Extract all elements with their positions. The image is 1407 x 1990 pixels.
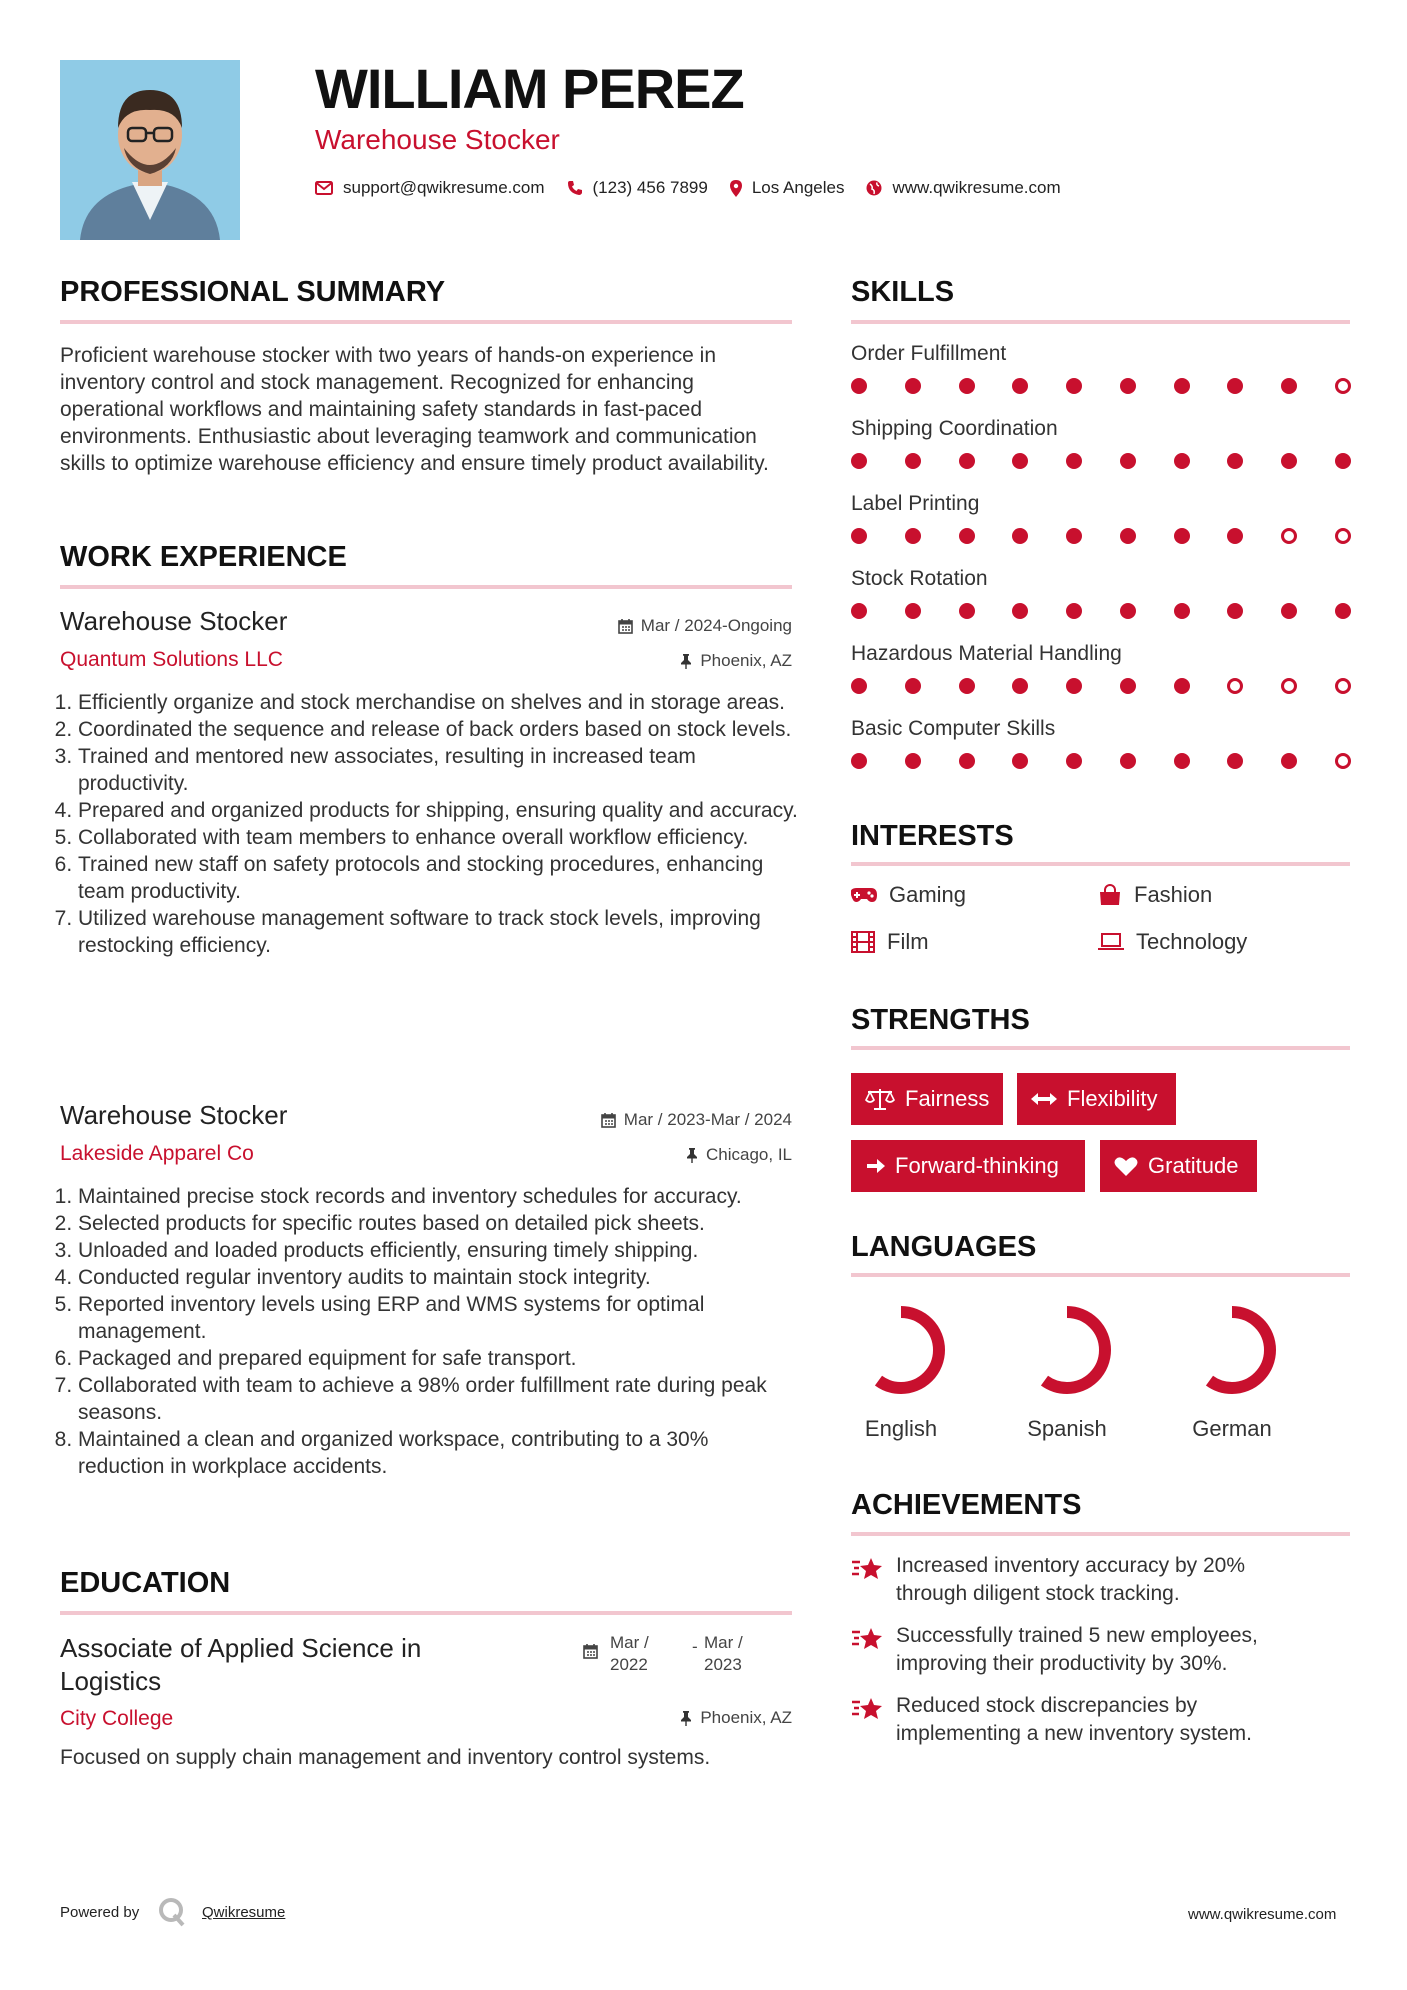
rating-dot-filled [905, 528, 921, 544]
achievement-text: Successfully trained 5 new employees, improving their productivity by 30%. [896, 1624, 1258, 1675]
edu-description: Focused on supply chain management and inventory control systems. [60, 1746, 711, 1769]
list-item: 7. Collaborated with team to achieve a 98% order fulfillment rate during peak seasons. [78, 1372, 800, 1426]
achievement-item [851, 1552, 1321, 1608]
rating-dot-filled [1174, 528, 1190, 544]
rating-dot-filled [1066, 528, 1082, 544]
language-item [1172, 1300, 1292, 1442]
skill-rating [851, 528, 1351, 544]
strength-tag [1100, 1140, 1257, 1192]
job-location-text: Phoenix, AZ [700, 651, 792, 670]
rating-dot-filled [1012, 678, 1028, 694]
rating-dot-empty [1335, 528, 1351, 544]
rating-dot-filled [1281, 603, 1297, 619]
date-separator: - [692, 1637, 698, 1656]
skill-label: Stock Rotation [851, 567, 988, 590]
edu-start-date: Mar / 2022 [610, 1633, 649, 1674]
rating-dot-filled [959, 753, 975, 769]
list-item: 5. Reported inventory levels using ERP and WMS systems for optimal management. [78, 1291, 800, 1345]
rating-dot-filled [1227, 378, 1243, 394]
strength-label: Flexibility [1067, 1086, 1158, 1111]
rating-dot-filled [1066, 378, 1082, 394]
experience-heading: WORK EXPERIENCE [60, 541, 347, 573]
rating-dot-filled [959, 528, 975, 544]
rating-dot-filled [1120, 678, 1136, 694]
list-item: 5. Collaborated with team members to enhance overall workflow efficiency. [78, 824, 800, 851]
interest-label: Film [887, 929, 929, 954]
phone-icon [567, 180, 583, 196]
strength-tag [1017, 1073, 1176, 1125]
skill-label: Order Fulfillment [851, 342, 1007, 365]
shopping-bag-icon [1098, 884, 1122, 906]
envelope-icon [315, 181, 333, 195]
education-heading: EDUCATION [60, 1567, 231, 1599]
section-divider [851, 320, 1350, 324]
language-label: English [864, 1416, 938, 1441]
skills-list [851, 342, 1351, 792]
interest-item [851, 929, 929, 955]
list-item: 2. Coordinated the sequence and release of back orders based on stock levels. [78, 716, 800, 743]
job-company: Lakeside Apparel Co [60, 1142, 254, 1165]
brand-link[interactable]: Qwikresume [202, 1904, 286, 1921]
rating-dot-filled [1012, 753, 1028, 769]
film-icon [851, 931, 875, 953]
section-divider [60, 1611, 792, 1615]
rating-dot-filled [1066, 453, 1082, 469]
pushpin-icon [680, 1710, 692, 1726]
section-divider [851, 1046, 1350, 1050]
job-location [560, 1145, 792, 1165]
rating-dot-filled [1227, 453, 1243, 469]
rating-dot-filled [905, 453, 921, 469]
calendar-icon [618, 618, 633, 634]
rating-dot-filled [905, 678, 921, 694]
skill-rating [851, 378, 1351, 394]
rating-dot-empty [1335, 753, 1351, 769]
skill-rating [851, 603, 1351, 619]
rating-dot-filled [851, 678, 867, 694]
candidate-name: WILLIAM PEREZ [315, 57, 744, 120]
language-gauge [851, 1300, 951, 1400]
rating-dot-filled [1227, 603, 1243, 619]
degree-title: Associate of Applied Science in Logistics [60, 1633, 422, 1696]
rating-dot-empty [1281, 678, 1297, 694]
rating-dot-filled [905, 378, 921, 394]
strength-label: Gratitude [1148, 1153, 1239, 1178]
list-item: 4. Prepared and organized products for shipping, ensuring quality and accuracy. [78, 797, 800, 824]
job-bullets [60, 689, 800, 959]
powered-by-label: Powered by [60, 1904, 140, 1921]
rating-dot-filled [1227, 753, 1243, 769]
interest-item [1098, 882, 1212, 908]
rating-dot-filled [1066, 603, 1082, 619]
languages-heading: LANGUAGES [851, 1231, 1037, 1263]
section-divider [851, 1273, 1350, 1277]
strength-tag [851, 1140, 1085, 1192]
rating-dot-filled [1120, 528, 1136, 544]
rating-dot-filled [905, 753, 921, 769]
edu-end-date: Mar / 2023 [704, 1633, 743, 1674]
achievements-heading: ACHIEVEMENTS [851, 1489, 1082, 1521]
job-dates-text: Mar / 2024-Ongoing [640, 616, 792, 635]
skill-row [851, 642, 1351, 717]
skill-label: Hazardous Material Handling [851, 642, 1122, 665]
strength-label: Forward-thinking [895, 1153, 1059, 1178]
gamepad-icon [851, 887, 877, 903]
list-item: 3. Trained and mentored new associates, resulting in increased team productivity. [78, 743, 800, 797]
contact-website[interactable]: www.qwikresume.com [892, 178, 1061, 197]
job-title: Warehouse Stocker [60, 606, 288, 636]
language-label: Spanish [1027, 1416, 1107, 1441]
skill-rating [851, 678, 1351, 694]
section-divider [851, 1532, 1350, 1536]
job-dates-text: Mar / 2023-Mar / 2024 [623, 1110, 792, 1129]
rating-dot-filled [1174, 753, 1190, 769]
rating-dot-empty [1335, 678, 1351, 694]
language-gauge [1017, 1300, 1117, 1400]
edu-location-text: Phoenix, AZ [700, 1708, 792, 1727]
job-dates [560, 616, 792, 636]
contact-bar [315, 178, 1083, 198]
list-item: 7. Utilized warehouse management software to track stock levels, improving restocking efficiency. [78, 905, 800, 959]
rating-dot-empty [1281, 528, 1297, 544]
job-location [560, 651, 792, 671]
rating-dot-filled [1012, 453, 1028, 469]
rating-dot-filled [1281, 453, 1297, 469]
school-name: City College [60, 1707, 174, 1730]
rating-dot-filled [1120, 753, 1136, 769]
rating-dot-filled [1066, 753, 1082, 769]
job-bullets [60, 1183, 800, 1480]
list-item: 6. Packaged and prepared equipment for safe transport. [78, 1345, 800, 1372]
rating-dot-filled [959, 453, 975, 469]
summary-text: Proficient warehouse stocker with two years of hands-on experience in inventory control and stock management. Recognized for enhancing operational workflows and maintaining safety standards in fast-paced environments. Enthusiastic about leveraging teamwork and communication skills to optimize warehouse efficiency and ensure timely product availability. [60, 344, 769, 475]
skill-row [851, 342, 1351, 417]
strength-label: Fairness [905, 1086, 990, 1111]
achievement-text: Reduced stock discrepancies by implementing a new inventory system. [896, 1694, 1252, 1745]
star-award-icon [851, 1622, 896, 1678]
rating-dot-filled [1281, 378, 1297, 394]
rating-dot-filled [959, 378, 975, 394]
skills-heading: SKILLS [851, 276, 955, 308]
skill-label: Shipping Coordination [851, 417, 1058, 440]
list-item: 3. Unloaded and loaded products efficiently, ensuring timely shipping. [78, 1237, 800, 1264]
language-gauge [1182, 1300, 1282, 1400]
rating-dot-filled [851, 378, 867, 394]
balance-scale-icon [865, 1087, 895, 1111]
interests-heading: INTERESTS [851, 820, 1014, 852]
rating-dot-filled [905, 603, 921, 619]
rating-dot-filled [1174, 603, 1190, 619]
map-pin-icon [730, 180, 742, 197]
profile-photo [60, 60, 240, 240]
contact-location: Los Angeles [751, 178, 845, 197]
rating-dot-filled [959, 678, 975, 694]
strength-tag [851, 1073, 1003, 1125]
rating-dot-filled [851, 453, 867, 469]
language-item [1007, 1300, 1127, 1442]
language-item [841, 1300, 961, 1442]
calendar-icon [583, 1643, 598, 1664]
calendar-icon [601, 1112, 616, 1128]
rating-dot-filled [1335, 453, 1351, 469]
globe-icon [866, 180, 882, 196]
job-title: Warehouse Stocker [60, 1100, 288, 1130]
list-item: 4. Conducted regular inventory audits to maintain stock integrity. [78, 1264, 800, 1291]
skill-label: Basic Computer Skills [851, 717, 1056, 740]
star-award-icon [851, 1552, 896, 1608]
section-divider [60, 585, 792, 589]
job-company: Quantum Solutions LLC [60, 648, 283, 671]
list-item: 1. Efficiently organize and stock merchandise on shelves and in storage areas. [78, 689, 800, 716]
achievement-item [851, 1692, 1321, 1748]
laptop-icon [1098, 933, 1124, 951]
heart-icon [1114, 1156, 1138, 1177]
star-award-icon [851, 1692, 896, 1748]
arrows-horizontal-icon [1031, 1092, 1057, 1106]
section-divider [60, 320, 792, 324]
rating-dot-filled [1281, 753, 1297, 769]
job-location-text: Chicago, IL [706, 1145, 792, 1164]
edu-location [560, 1708, 792, 1728]
list-item: 8. Maintained a clean and organized workspace, contributing to a 30% reduction in workplace accidents. [78, 1426, 800, 1480]
rating-dot-filled [1174, 453, 1190, 469]
section-divider [851, 862, 1350, 866]
list-item: 2. Selected products for specific routes based on detailed pick sheets. [78, 1210, 800, 1237]
skill-row [851, 492, 1351, 567]
rating-dot-filled [1012, 528, 1028, 544]
rating-dot-filled [1174, 678, 1190, 694]
achievement-text: Increased inventory accuracy by 20% through diligent stock tracking. [896, 1554, 1246, 1605]
rating-dot-filled [959, 603, 975, 619]
interest-label: Fashion [1134, 882, 1213, 907]
rating-dot-filled [1120, 453, 1136, 469]
strengths-heading: STRENGTHS [851, 1004, 1030, 1036]
interest-label: Technology [1136, 929, 1248, 954]
rating-dot-empty [1227, 678, 1243, 694]
skill-row [851, 417, 1351, 492]
rating-dot-filled [1120, 603, 1136, 619]
skill-row [851, 717, 1351, 792]
skill-rating [851, 453, 1351, 469]
pushpin-icon [680, 653, 692, 669]
list-item: 1. Maintained precise stock records and inventory schedules for accuracy. [78, 1183, 800, 1210]
pushpin-icon [686, 1147, 698, 1163]
interest-label: Gaming [889, 882, 967, 907]
rating-dot-filled [851, 603, 867, 619]
rating-dot-filled [1227, 528, 1243, 544]
job-dates [540, 1110, 792, 1130]
interest-item [1098, 929, 1247, 955]
achievement-item [851, 1622, 1321, 1678]
skill-label: Label Printing [851, 492, 980, 515]
contact-email[interactable]: support@qwikresume.com [343, 178, 545, 197]
list-item: 6. Trained new staff on safety protocols and stocking procedures, enhancing team productivity. [78, 851, 800, 905]
contact-phone[interactable]: (123) 456 7899 [592, 178, 708, 197]
qwikresume-logo-icon [158, 1897, 186, 1932]
rating-dot-filled [1012, 378, 1028, 394]
rating-dot-filled [851, 753, 867, 769]
arrow-right-icon [865, 1156, 885, 1176]
skill-row [851, 567, 1351, 642]
rating-dot-filled [1012, 603, 1028, 619]
footer-website[interactable]: www.qwikresume.com [1188, 1906, 1337, 1923]
rating-dot-filled [1066, 678, 1082, 694]
interest-item [851, 882, 966, 908]
rating-dot-filled [851, 528, 867, 544]
summary-heading: PROFESSIONAL SUMMARY [60, 276, 446, 308]
rating-dot-filled [1174, 378, 1190, 394]
candidate-title: Warehouse Stocker [315, 124, 560, 155]
rating-dot-empty [1335, 378, 1351, 394]
rating-dot-filled [1120, 378, 1136, 394]
rating-dot-filled [1335, 603, 1351, 619]
language-label: German [1192, 1416, 1272, 1441]
skill-rating [851, 753, 1351, 769]
